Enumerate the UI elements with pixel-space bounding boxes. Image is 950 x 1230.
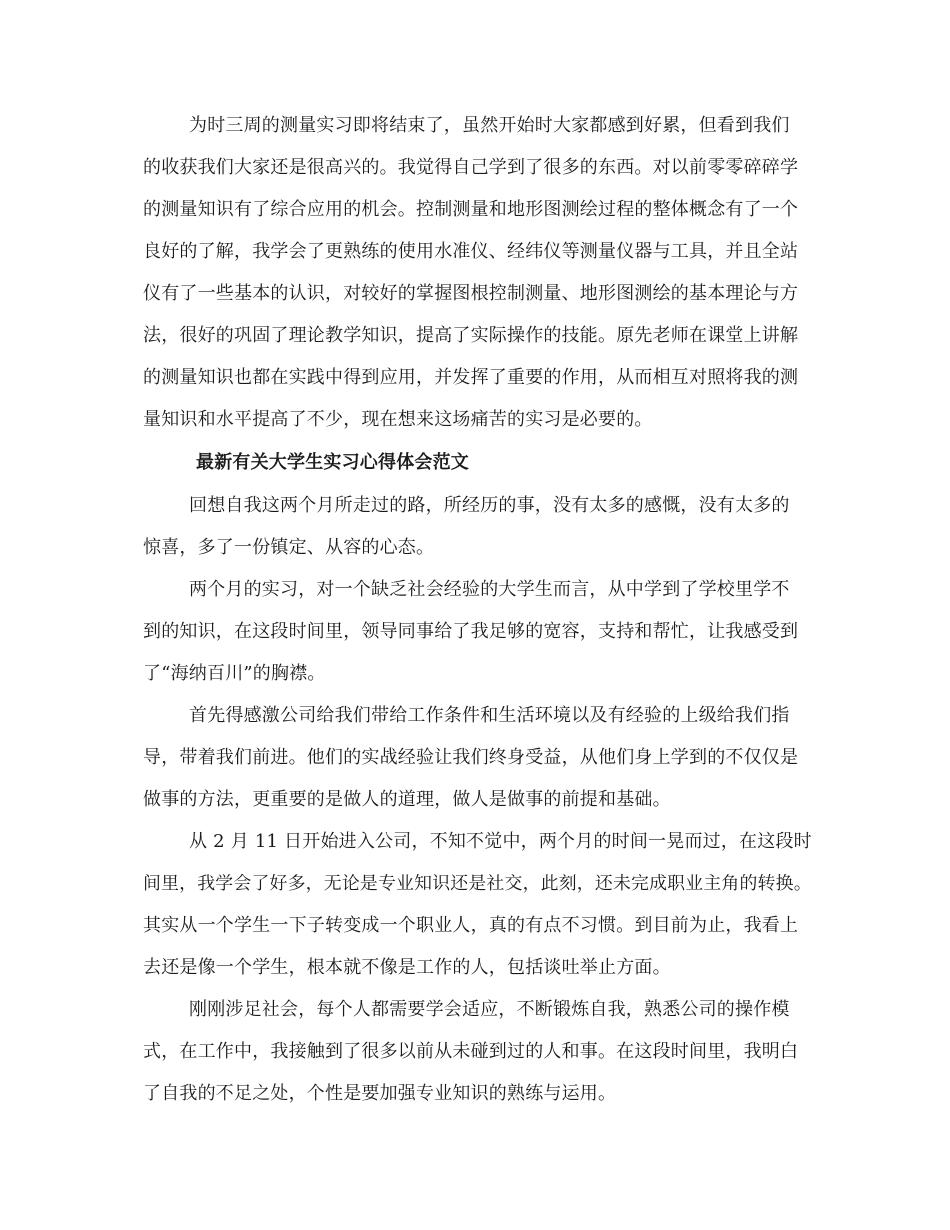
paragraph-1-line-2: 的收获我们大家还是很高兴的。我觉得自己学到了很多的东西。对以前零零碎碎学	[143, 157, 799, 178]
paragraph-1-line-7: 的测量知识也都在实践中得到应用，并发挥了重要的作用，从而相互对照将我的测	[143, 367, 799, 388]
paragraph-5-line-2: 间里，我学会了好多，无论是专业知识还是社交，此刻，还未完成职业主角的转换。	[143, 873, 812, 894]
paragraph-5-line-3: 其实从一个学生一下子转变成一个职业人，真的有点不习惯。到目前为止，我看上	[143, 915, 799, 936]
paragraph-4-line-2: 导，带着我们前进。他们的实战经验让我们终身受益，从他们身上学到的不仅仅是	[143, 747, 799, 768]
paragraph-1-line-8: 量知识和水平提高了不少，现在想来这场痛苦的实习是必要的。	[143, 409, 653, 430]
paragraph-5-line-4: 去还是像一个学生，根本就不像是工作的人，包括谈吐举止方面。	[143, 957, 671, 978]
paragraph-6-line-1: 刚刚涉足社会，每个人都需要学会适应，不断锻炼自我，熟悉公司的操作模	[189, 999, 790, 1020]
paragraph-1-line-1: 为时三周的测量实习即将结束了，虽然开始时大家都感到好累，但看到我们	[189, 115, 790, 136]
paragraph-6-line-2: 式，在工作中，我接触到了很多以前从未碰到过的人和事。在这段时间里，我明白	[143, 1041, 799, 1062]
paragraph-4-line-3: 做事的方法，更重要的是做人的道理，做人是做事的前提和基础。	[143, 789, 671, 810]
paragraph-3-line-2: 到的知识，在这段时间里，领导同事给了我足够的宽容，支持和帮忙，让我感受到	[143, 621, 799, 642]
paragraph-1-line-3: 的测量知识有了综合应用的机会。控制测量和地形图测绘过程的整体概念有了一个	[143, 199, 799, 220]
paragraph-6-line-3: 了自我的不足之处，个性是要加强专业知识的熟练与运用。	[143, 1083, 617, 1104]
paragraph-5-line-1: 从 2 月 11 日开始进入公司，不知不觉中，两个月的时间一晃而过，在这段时	[189, 831, 812, 852]
paragraph-4-line-1: 首先得感激公司给我们带给工作条件和生活环境以及有经验的上级给我们指	[189, 705, 790, 726]
section-heading: 最新有关大学生实习心得体会范文	[196, 452, 469, 473]
paragraph-2-line-2: 惊喜，多了一份镇定、从容的心态。	[143, 537, 435, 558]
paragraph-1-line-4: 良好的了解，我学会了更熟练的使用水准仪、经纬仪等测量仪器与工具，并且全站	[143, 241, 799, 262]
paragraph-2-line-1: 回想自我这两个月所走过的路，所经历的事，没有太多的感慨，没有太多的	[189, 495, 790, 516]
paragraph-1-line-6: 法，很好的巩固了理论教学知识，提高了实际操作的技能。原先老师在课堂上讲解	[143, 325, 799, 346]
paragraph-3-line-3: 了“海纳百川”的胸襟。	[143, 663, 326, 684]
paragraph-1-line-5: 仪有了一些基本的认识，对较好的掌握图根控制测量、地形图测绘的基本理论与方	[143, 283, 799, 304]
paragraph-3-line-1: 两个月的实习，对一个缺乏社会经验的大学生而言，从中学到了学校里学不	[189, 579, 790, 600]
